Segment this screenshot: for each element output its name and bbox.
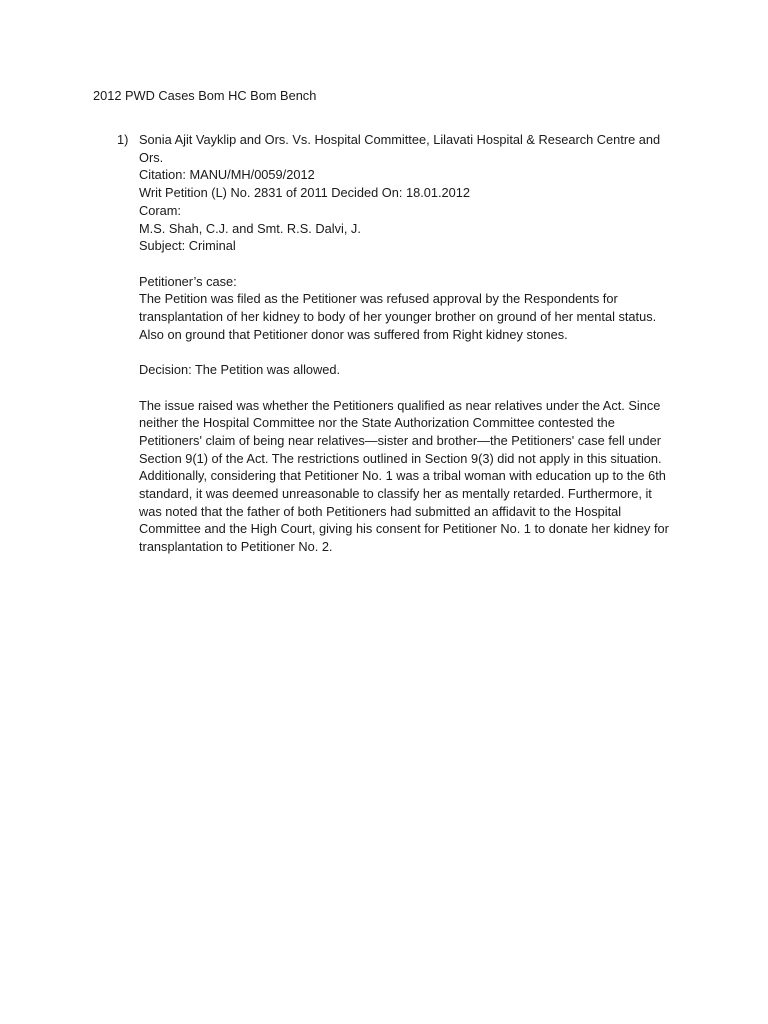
spacer (139, 255, 677, 273)
petitioner-case-label: Petitioner’s case: (139, 273, 237, 289)
spacer (139, 343, 677, 361)
case-coram: M.S. Shah, C.J. and Smt. R.S. Dalvi, J. (139, 220, 361, 236)
case-reasoning: The issue raised was whether the Petitioners qualified as near relatives under the Act. Since neither the Hospital Committee nor the State Authorization Committee contested the Petitioners' claim of being near relatives—sister and brother—the Petitioners' case fell under Section 9(1) of the Act. The restrictions outlined in Section 9(3) did not apply in this situation. Additionally, considering that Petitioner No. 1 was a tribal woman with education up to the 6th standard, it was deemed unreasonable to classify her as mentally retarded. Furthermore, it was noted that the father of both Petitioners had submitted an affidavit to the Hospital Committee and the High Court, giving his consent for Petitioner No. 1 to donate her kidney for transplantation to Petitioner No. 2. (139, 397, 669, 555)
case-coram-label: Coram: (139, 202, 181, 218)
spacer (139, 379, 677, 397)
case-subject: Subject: Criminal (139, 238, 236, 254)
case-number: 1) (117, 132, 129, 147)
case-parties: Sonia Ajit Vayklip and Ors. Vs. Hospital Committee, Lilavati Hospital & Research Centre and Ors. (139, 132, 661, 165)
case-petition-details: Writ Petition (L) No. 2831 of 2011 Decided On: 18.01.2012 (139, 185, 471, 201)
case-body (139, 131, 677, 556)
petitioner-case-text: The Petition was filed as the Petitioner was refused approval by the Respondents for transplantation of her kidney to body of her younger brother on ground of her mental status. Also on ground that Petitioner donor was suffered from Right kidney stones. (139, 291, 657, 342)
case-citation: Citation: MANU/MH/0059/2012 (139, 167, 315, 183)
case-decision: Decision: The Petition was allowed. (139, 362, 341, 378)
document-title: 2012 PWD Cases Bom HC Bom Bench (93, 88, 317, 103)
